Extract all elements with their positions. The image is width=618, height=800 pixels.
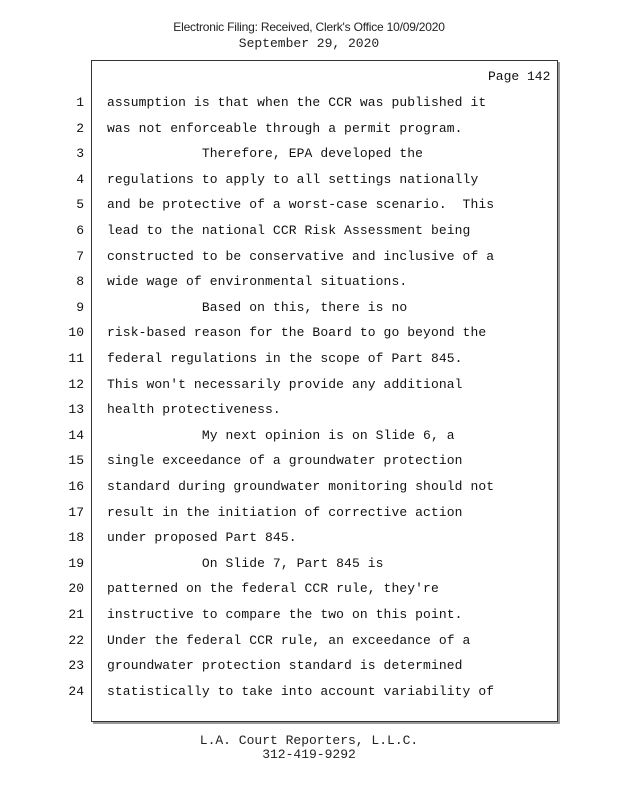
line-text: On Slide 7, Part 845 is <box>107 556 384 571</box>
line-number: 12 <box>68 377 84 392</box>
line-text: federal regulations in the scope of Part 845. <box>107 351 463 366</box>
line-number: 6 <box>76 223 84 238</box>
line-text: and be protective of a worst-case scenario. This <box>107 197 495 212</box>
line-text: Under the federal CCR rule, an exceedance of a <box>107 633 471 648</box>
line-number: 14 <box>68 428 84 443</box>
line-text: Based on this, there is no <box>107 300 408 315</box>
line-number: 24 <box>68 684 84 699</box>
line-text: regulations to apply to all settings nationally <box>107 172 479 187</box>
line-text: constructed to be conservative and inclusive of a <box>107 249 495 264</box>
line-text: wide wage of environmental situations. <box>107 274 408 289</box>
line-number: 9 <box>76 300 84 315</box>
reporter-company: L.A. Court Reporters, L.L.C. <box>199 733 419 748</box>
hearing-date: September 29, 2020 <box>238 36 380 51</box>
line-number: 4 <box>76 172 84 187</box>
line-text: under proposed Part 845. <box>107 530 297 545</box>
line-number: 3 <box>76 146 84 161</box>
line-text: My next opinion is on Slide 6, a <box>107 428 455 443</box>
line-number: 2 <box>76 121 84 136</box>
line-text: risk-based reason for the Board to go beyond the <box>107 325 487 340</box>
page-number: Page 142 <box>488 69 551 84</box>
line-number: 7 <box>76 249 84 264</box>
line-text: groundwater protection standard is determined <box>107 658 463 673</box>
line-number: 1 <box>76 95 84 110</box>
line-text: statistically to take into account variability of <box>107 684 495 699</box>
line-text: standard during groundwater monitoring should not <box>107 479 495 494</box>
line-text: result in the initiation of corrective action <box>107 505 463 520</box>
line-number: 22 <box>68 633 84 648</box>
line-number: 21 <box>68 607 84 622</box>
line-text: instructive to compare the two on this point. <box>107 607 463 622</box>
reporter-phone: 312-419-9292 <box>262 747 356 762</box>
line-number: 5 <box>76 197 84 212</box>
line-text: assumption is that when the CCR was published it <box>107 95 487 110</box>
filing-stamp: Electronic Filing: Received, Clerk's Office 10/09/2020 <box>173 20 445 34</box>
line-text: health protectiveness. <box>107 402 281 417</box>
line-number: 13 <box>68 402 84 417</box>
line-number: 20 <box>68 581 84 596</box>
line-number: 10 <box>68 325 84 340</box>
line-number: 17 <box>68 505 84 520</box>
line-text: patterned on the federal CCR rule, they're <box>107 581 439 596</box>
line-number: 8 <box>76 274 84 289</box>
line-text: single exceedance of a groundwater protection <box>107 453 463 468</box>
line-number: 19 <box>68 556 84 571</box>
line-number: 11 <box>68 351 84 366</box>
line-text: Therefore, EPA developed the <box>107 146 424 161</box>
line-text: was not enforceable through a permit program. <box>107 121 463 136</box>
line-number: 23 <box>68 658 84 673</box>
line-number: 16 <box>68 479 84 494</box>
line-text: lead to the national CCR Risk Assessment being <box>107 223 471 238</box>
line-text: This won't necessarily provide any additional <box>107 377 463 392</box>
line-number: 15 <box>68 453 84 468</box>
line-number: 18 <box>68 530 84 545</box>
